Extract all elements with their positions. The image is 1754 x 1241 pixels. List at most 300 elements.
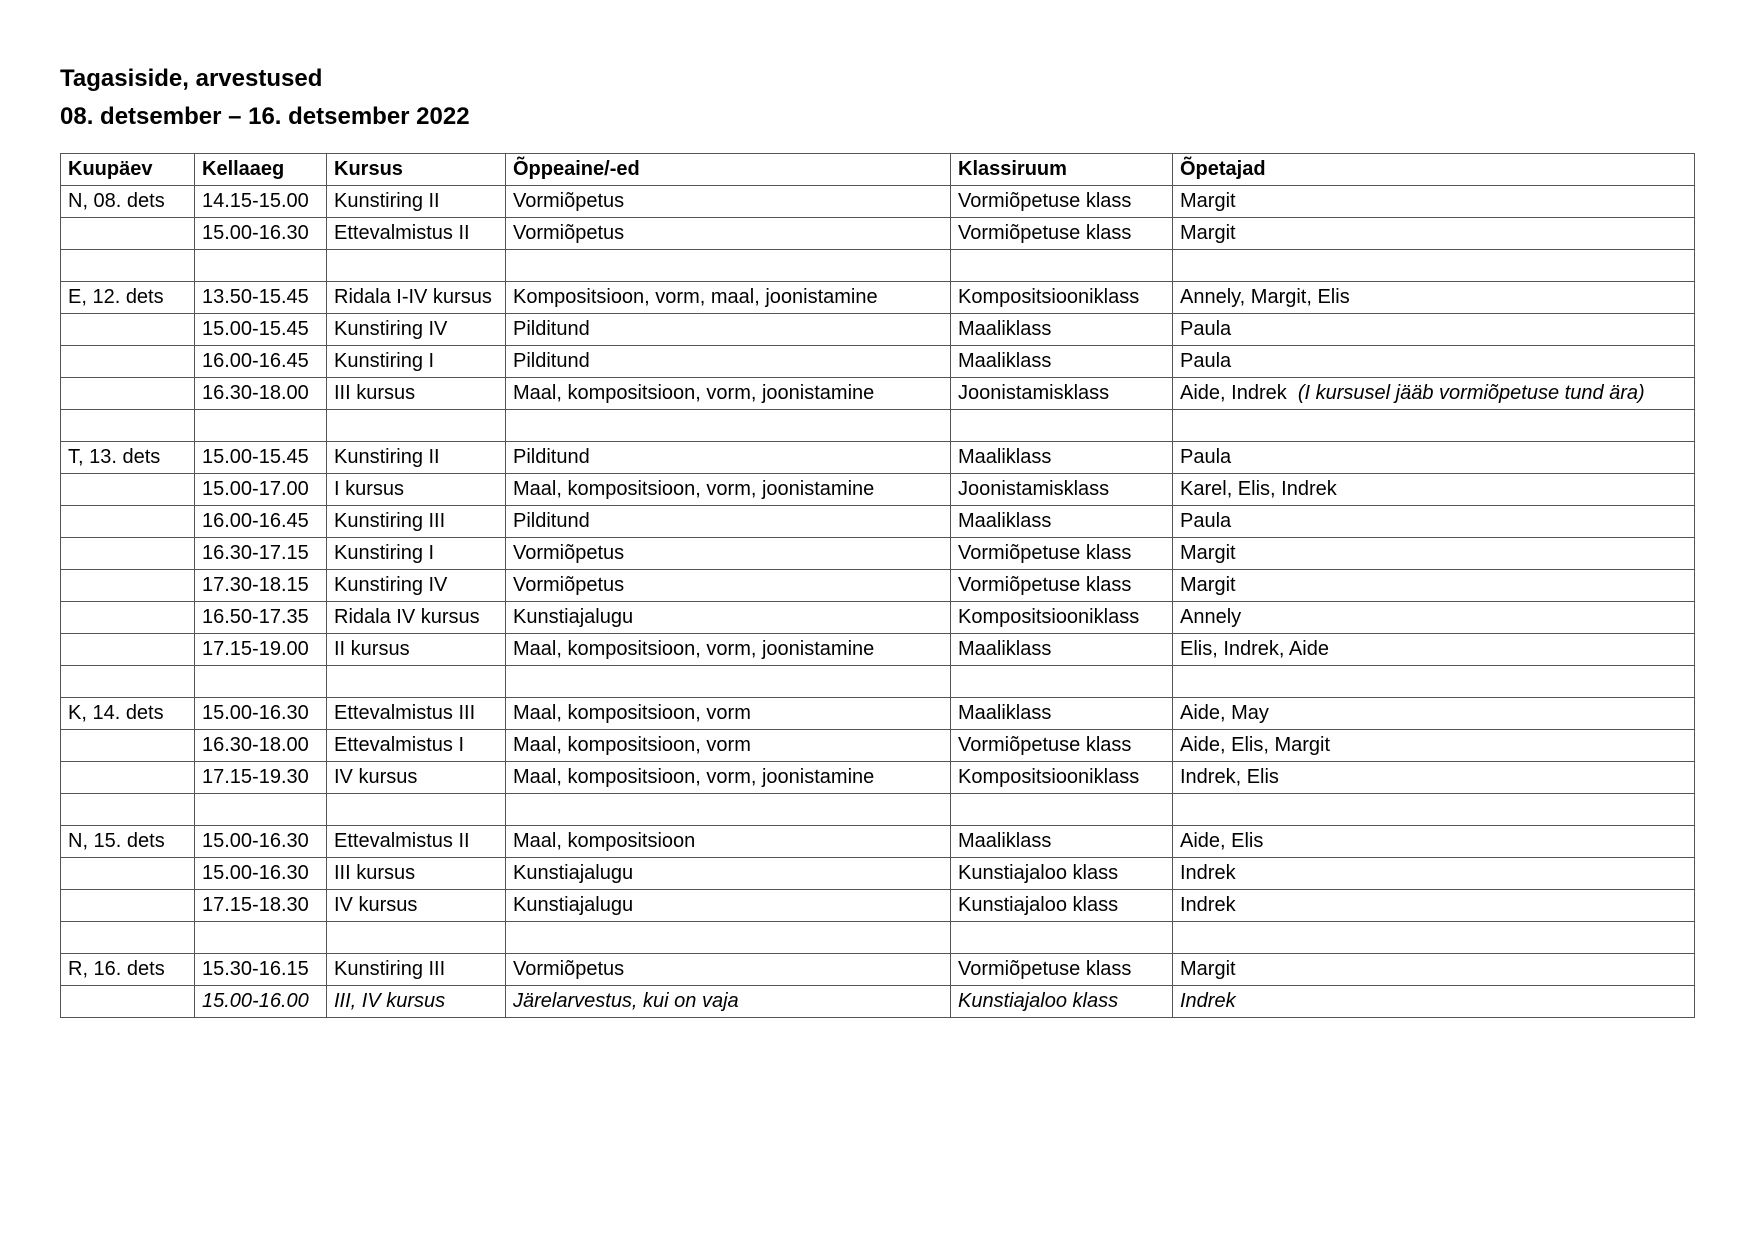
table-row <box>61 442 1695 474</box>
course-cell <box>327 826 506 858</box>
table-row <box>61 698 1695 730</box>
subject-cell-text: Vormiõpetus <box>513 190 625 212</box>
date-cell <box>61 666 195 698</box>
teachers-cell-text: Karel, Elis, Indrek <box>1180 478 1337 500</box>
column-header-course: Kursus <box>327 154 506 186</box>
course-cell <box>327 634 506 666</box>
teachers-cell <box>1173 698 1695 730</box>
time-cell <box>195 314 327 346</box>
course-cell <box>327 986 506 1018</box>
subject-cell-text: Kunstiajalugu <box>513 894 634 916</box>
date-cell <box>61 826 195 858</box>
room-cell <box>951 890 1173 922</box>
subject-cell <box>506 794 951 826</box>
table-row <box>61 378 1695 410</box>
course-cell-text: Kunstiring I <box>334 542 435 564</box>
teachers-cell <box>1173 954 1695 986</box>
subject-cell <box>506 666 951 698</box>
date-cell <box>61 410 195 442</box>
room-cell <box>951 250 1173 282</box>
teachers-cell <box>1173 922 1695 954</box>
room-cell <box>951 538 1173 570</box>
room-cell-text: Joonistamisklass <box>958 382 1110 404</box>
teachers-cell <box>1173 410 1695 442</box>
subject-cell <box>506 474 951 506</box>
date-cell-text: R, 16. dets <box>68 958 165 980</box>
column-header-teachers: Õpetajad <box>1173 154 1695 186</box>
teachers-cell-text: Aide, Indrek <box>1180 382 1287 404</box>
subject-cell-text: Maal, kompositsioon <box>513 830 696 852</box>
teachers-cell <box>1173 762 1695 794</box>
time-cell-text: 16.00-16.45 <box>202 510 309 532</box>
date-cell <box>61 506 195 538</box>
teachers-cell-text: Indrek <box>1180 862 1236 884</box>
room-cell-text: Vormiõpetuse klass <box>958 542 1132 564</box>
subject-cell <box>506 922 951 954</box>
time-cell <box>195 442 327 474</box>
course-cell-text: III, IV kursus <box>334 990 446 1012</box>
room-cell-text: Maaliklass <box>958 702 1052 724</box>
course-cell <box>327 570 506 602</box>
teachers-cell-text: Margit <box>1180 222 1236 244</box>
room-cell <box>951 442 1173 474</box>
document-header <box>60 60 470 136</box>
teachers-cell <box>1173 186 1695 218</box>
table-row <box>61 506 1695 538</box>
course-cell-text: Ettevalmistus II <box>334 830 470 852</box>
teachers-cell <box>1173 442 1695 474</box>
room-cell <box>951 314 1173 346</box>
course-cell-text: Kunstiring III <box>334 510 446 532</box>
document-date-range: 08. detsember – 16. detsember 2022 <box>60 103 470 130</box>
subject-cell-text: Kompositsioon, vorm, maal, joonistamine <box>513 286 878 308</box>
date-cell <box>61 634 195 666</box>
time-cell-text: 17.15-19.30 <box>202 766 309 788</box>
teachers-cell <box>1173 538 1695 570</box>
subject-cell <box>506 282 951 314</box>
time-cell <box>195 922 327 954</box>
date-cell <box>61 378 195 410</box>
subject-cell <box>506 250 951 282</box>
room-cell-text: Maaliklass <box>958 638 1052 660</box>
date-cell <box>61 922 195 954</box>
course-cell <box>327 922 506 954</box>
course-cell <box>327 218 506 250</box>
teachers-cell-text: Paula <box>1180 318 1232 340</box>
teachers-cell-text: Indrek <box>1180 894 1236 916</box>
teachers-cell-text: Paula <box>1180 510 1232 532</box>
course-cell-text: IV kursus <box>334 894 418 916</box>
teachers-cell <box>1173 346 1695 378</box>
room-cell <box>951 186 1173 218</box>
time-cell <box>195 282 327 314</box>
teachers-cell <box>1173 634 1695 666</box>
room-cell-text: Vormiõpetuse klass <box>958 222 1132 244</box>
table-row <box>61 602 1695 634</box>
time-cell-text: 14.15-15.00 <box>202 190 309 212</box>
subject-cell-text: Pilditund <box>513 446 590 468</box>
date-cell-text: N, 08. dets <box>68 190 165 212</box>
room-cell <box>951 954 1173 986</box>
teachers-cell-text: Aide, Elis <box>1180 830 1264 852</box>
subject-cell-text: Maal, kompositsioon, vorm, joonistamine <box>513 478 875 500</box>
date-cell <box>61 762 195 794</box>
date-cell <box>61 570 195 602</box>
subject-cell-text: Vormiõpetus <box>513 574 625 596</box>
room-cell <box>951 922 1173 954</box>
course-cell <box>327 698 506 730</box>
teachers-cell-text: Annely <box>1180 606 1242 628</box>
course-cell-text: Ettevalmistus II <box>334 222 470 244</box>
time-cell-text: 15.00-16.30 <box>202 702 309 724</box>
teachers-cell-text: Margit <box>1180 574 1236 596</box>
subject-cell-text: Pilditund <box>513 510 590 532</box>
table-row <box>61 314 1695 346</box>
time-cell <box>195 410 327 442</box>
subject-cell <box>506 826 951 858</box>
date-cell <box>61 538 195 570</box>
table-row <box>61 250 1695 282</box>
time-cell-text: 17.15-19.00 <box>202 638 309 660</box>
time-cell <box>195 698 327 730</box>
date-cell <box>61 954 195 986</box>
teachers-note: (I kursusel jääb vormiõpetuse tund ära) <box>1297 382 1645 404</box>
course-cell-text: I kursus <box>334 478 405 500</box>
room-cell <box>951 986 1173 1018</box>
subject-cell <box>506 858 951 890</box>
column-header-room: Klassiruum <box>951 154 1173 186</box>
course-cell <box>327 602 506 634</box>
time-cell <box>195 346 327 378</box>
time-cell <box>195 730 327 762</box>
room-cell-text: Vormiõpetuse klass <box>958 574 1132 596</box>
subject-cell <box>506 602 951 634</box>
teachers-cell <box>1173 826 1695 858</box>
subject-cell-text: Maal, kompositsioon, vorm, joonistamine <box>513 382 875 404</box>
time-cell <box>195 506 327 538</box>
time-cell <box>195 218 327 250</box>
course-cell <box>327 378 506 410</box>
time-cell-text: 13.50-15.45 <box>202 286 309 308</box>
time-cell <box>195 570 327 602</box>
time-cell-text: 15.00-15.45 <box>202 318 309 340</box>
time-cell <box>195 762 327 794</box>
subject-cell <box>506 634 951 666</box>
date-cell <box>61 474 195 506</box>
course-cell <box>327 474 506 506</box>
table-row <box>61 634 1695 666</box>
subject-cell-text: Kunstiajalugu <box>513 862 634 884</box>
course-cell <box>327 346 506 378</box>
course-cell-text: III kursus <box>334 382 416 404</box>
room-cell-text: Kunstiajaloo klass <box>958 894 1119 916</box>
room-cell-text: Maaliklass <box>958 318 1052 340</box>
teachers-cell-text: Elis, Indrek, Aide <box>1180 638 1329 660</box>
date-cell <box>61 890 195 922</box>
time-cell <box>195 826 327 858</box>
subject-cell <box>506 378 951 410</box>
subject-cell <box>506 954 951 986</box>
subject-cell <box>506 410 951 442</box>
course-cell <box>327 954 506 986</box>
course-cell <box>327 186 506 218</box>
subject-cell <box>506 762 951 794</box>
subject-cell-text: Kunstiajalugu <box>513 606 634 628</box>
course-cell <box>327 666 506 698</box>
teachers-cell <box>1173 666 1695 698</box>
date-cell <box>61 602 195 634</box>
subject-cell-text: Maal, kompositsioon, vorm, joonistamine <box>513 766 875 788</box>
room-cell <box>951 474 1173 506</box>
room-cell-text: Vormiõpetuse klass <box>958 734 1132 756</box>
course-cell <box>327 730 506 762</box>
course-cell <box>327 890 506 922</box>
time-cell <box>195 474 327 506</box>
course-cell <box>327 506 506 538</box>
teachers-cell-text: Indrek, Elis <box>1180 766 1279 788</box>
teachers-cell-text: Indrek <box>1180 990 1236 1012</box>
teachers-cell-text: Aide, Elis, Margit <box>1180 734 1331 756</box>
subject-cell <box>506 218 951 250</box>
course-cell-text: II kursus <box>334 638 410 660</box>
subject-cell-text: Vormiõpetus <box>513 958 625 980</box>
course-cell-text: Kunstiring IV <box>334 318 448 340</box>
teachers-cell-text: Paula <box>1180 446 1232 468</box>
table-row <box>61 762 1695 794</box>
room-cell-text: Maaliklass <box>958 350 1052 372</box>
room-cell-text: Kompositsiooniklass <box>958 606 1140 628</box>
time-cell <box>195 954 327 986</box>
time-cell-text: 15.00-16.30 <box>202 830 309 852</box>
table-row <box>61 986 1695 1018</box>
subject-cell <box>506 506 951 538</box>
course-cell <box>327 858 506 890</box>
date-cell <box>61 858 195 890</box>
table-row <box>61 730 1695 762</box>
date-cell <box>61 250 195 282</box>
date-cell <box>61 794 195 826</box>
subject-cell <box>506 346 951 378</box>
date-cell <box>61 218 195 250</box>
time-cell-text: 16.00-16.45 <box>202 350 309 372</box>
schedule-table <box>60 153 1695 1018</box>
time-cell <box>195 634 327 666</box>
subject-cell-text: Maal, kompositsioon, vorm, joonistamine <box>513 638 875 660</box>
course-cell <box>327 442 506 474</box>
course-cell-text: Ridala I-IV kursus <box>334 286 492 308</box>
course-cell-text: Kunstiring III <box>334 958 446 980</box>
teachers-cell-text: Paula <box>1180 350 1232 372</box>
room-cell <box>951 858 1173 890</box>
course-cell-text: Ridala IV kursus <box>334 606 480 628</box>
column-header-subject: Õppeaine/-ed <box>506 154 951 186</box>
teachers-cell <box>1173 314 1695 346</box>
subject-cell <box>506 186 951 218</box>
course-cell-text: Kunstiring II <box>334 446 440 468</box>
room-cell-text: Maaliklass <box>958 446 1052 468</box>
room-cell <box>951 218 1173 250</box>
course-cell <box>327 250 506 282</box>
time-cell-text: 17.15-18.30 <box>202 894 309 916</box>
date-cell <box>61 698 195 730</box>
date-cell <box>61 730 195 762</box>
teachers-cell <box>1173 570 1695 602</box>
subject-cell-text: Pilditund <box>513 318 590 340</box>
subject-cell-text: Pilditund <box>513 350 590 372</box>
table-row <box>61 890 1695 922</box>
room-cell <box>951 730 1173 762</box>
course-cell <box>327 410 506 442</box>
time-cell <box>195 186 327 218</box>
subject-cell <box>506 314 951 346</box>
time-cell <box>195 538 327 570</box>
table-row <box>61 858 1695 890</box>
teachers-cell-text: Annely, Margit, Elis <box>1180 286 1350 308</box>
table-row <box>61 474 1695 506</box>
teachers-cell <box>1173 730 1695 762</box>
date-cell <box>61 282 195 314</box>
subject-cell <box>506 730 951 762</box>
time-cell <box>195 794 327 826</box>
course-cell-text: Ettevalmistus I <box>334 734 465 756</box>
room-cell-text: Maaliklass <box>958 830 1052 852</box>
teachers-cell <box>1173 858 1695 890</box>
teachers-cell-text: Margit <box>1180 958 1236 980</box>
teachers-cell <box>1173 250 1695 282</box>
table-header-row <box>61 154 1695 186</box>
room-cell <box>951 666 1173 698</box>
subject-cell-text: Maal, kompositsioon, vorm <box>513 702 751 724</box>
table-row <box>61 186 1695 218</box>
course-cell <box>327 314 506 346</box>
teachers-cell <box>1173 506 1695 538</box>
course-cell-text: IV kursus <box>334 766 418 788</box>
date-cell <box>61 346 195 378</box>
room-cell-text: Vormiõpetuse klass <box>958 958 1132 980</box>
time-cell-text: 15.00-16.00 <box>202 990 309 1012</box>
table-row <box>61 346 1695 378</box>
teachers-cell <box>1173 986 1695 1018</box>
date-cell <box>61 314 195 346</box>
teachers-cell <box>1173 602 1695 634</box>
teachers-cell <box>1173 794 1695 826</box>
time-cell-text: 15.30-16.15 <box>202 958 309 980</box>
course-cell <box>327 282 506 314</box>
time-cell-text: 16.50-17.35 <box>202 606 309 628</box>
room-cell <box>951 570 1173 602</box>
date-cell <box>61 442 195 474</box>
subject-cell <box>506 698 951 730</box>
teachers-cell-text: Margit <box>1180 190 1236 212</box>
room-cell <box>951 634 1173 666</box>
time-cell-text: 17.30-18.15 <box>202 574 309 596</box>
column-header-time: Kellaaeg <box>195 154 327 186</box>
course-cell-text: Kunstiring IV <box>334 574 448 596</box>
table-row <box>61 538 1695 570</box>
teachers-cell-text: Aide, May <box>1180 702 1269 724</box>
teachers-cell <box>1173 282 1695 314</box>
room-cell <box>951 602 1173 634</box>
subject-cell-text: Vormiõpetus <box>513 542 625 564</box>
time-cell-text: 16.30-17.15 <box>202 542 309 564</box>
course-cell-text: III kursus <box>334 862 416 884</box>
time-cell <box>195 602 327 634</box>
table-row <box>61 922 1695 954</box>
room-cell-text: Kompositsiooniklass <box>958 286 1140 308</box>
room-cell-text: Vormiõpetuse klass <box>958 190 1132 212</box>
time-cell-text: 16.30-18.00 <box>202 382 309 404</box>
teachers-cell <box>1173 890 1695 922</box>
time-cell <box>195 858 327 890</box>
table-row <box>61 282 1695 314</box>
table-row <box>61 794 1695 826</box>
time-cell-text: 15.00-17.00 <box>202 478 309 500</box>
column-header-date: Kuupäev <box>61 154 195 186</box>
teachers-cell <box>1173 378 1695 410</box>
room-cell <box>951 346 1173 378</box>
course-cell <box>327 538 506 570</box>
room-cell-text: Joonistamisklass <box>958 478 1110 500</box>
time-cell <box>195 378 327 410</box>
course-cell-text: Kunstiring I <box>334 350 435 372</box>
time-cell <box>195 250 327 282</box>
room-cell-text: Maaliklass <box>958 510 1052 532</box>
subject-cell-text: Järelarvestus, kui on vaja <box>513 990 739 1012</box>
room-cell <box>951 826 1173 858</box>
subject-cell <box>506 442 951 474</box>
date-cell <box>61 986 195 1018</box>
teachers-cell <box>1173 218 1695 250</box>
date-cell-text: E, 12. dets <box>68 286 164 308</box>
time-cell-text: 15.00-15.45 <box>202 446 309 468</box>
table-row <box>61 666 1695 698</box>
room-cell <box>951 794 1173 826</box>
subject-cell <box>506 570 951 602</box>
time-cell <box>195 890 327 922</box>
course-cell <box>327 762 506 794</box>
table-row <box>61 570 1695 602</box>
subject-cell <box>506 538 951 570</box>
table-row <box>61 410 1695 442</box>
document-title: Tagasiside, arvestused <box>60 65 323 92</box>
date-cell <box>61 186 195 218</box>
room-cell <box>951 410 1173 442</box>
subject-cell <box>506 986 951 1018</box>
date-cell-text: K, 14. dets <box>68 702 164 724</box>
course-cell-text: Ettevalmistus III <box>334 702 476 724</box>
subject-cell <box>506 890 951 922</box>
table-row <box>61 954 1695 986</box>
course-cell <box>327 794 506 826</box>
teachers-cell-text: Margit <box>1180 542 1236 564</box>
schedule-body <box>61 186 1695 1018</box>
room-cell <box>951 762 1173 794</box>
teachers-cell <box>1173 474 1695 506</box>
subject-cell-text: Maal, kompositsioon, vorm <box>513 734 751 756</box>
table-row <box>61 218 1695 250</box>
subject-cell-text: Vormiõpetus <box>513 222 625 244</box>
time-cell-text: 15.00-16.30 <box>202 222 309 244</box>
time-cell-text: 15.00-16.30 <box>202 862 309 884</box>
time-cell <box>195 986 327 1018</box>
room-cell <box>951 698 1173 730</box>
room-cell <box>951 506 1173 538</box>
room-cell-text: Kunstiajaloo klass <box>958 862 1119 884</box>
room-cell <box>951 282 1173 314</box>
room-cell-text: Kunstiajaloo klass <box>958 990 1119 1012</box>
course-cell-text: Kunstiring II <box>334 190 440 212</box>
room-cell <box>951 378 1173 410</box>
